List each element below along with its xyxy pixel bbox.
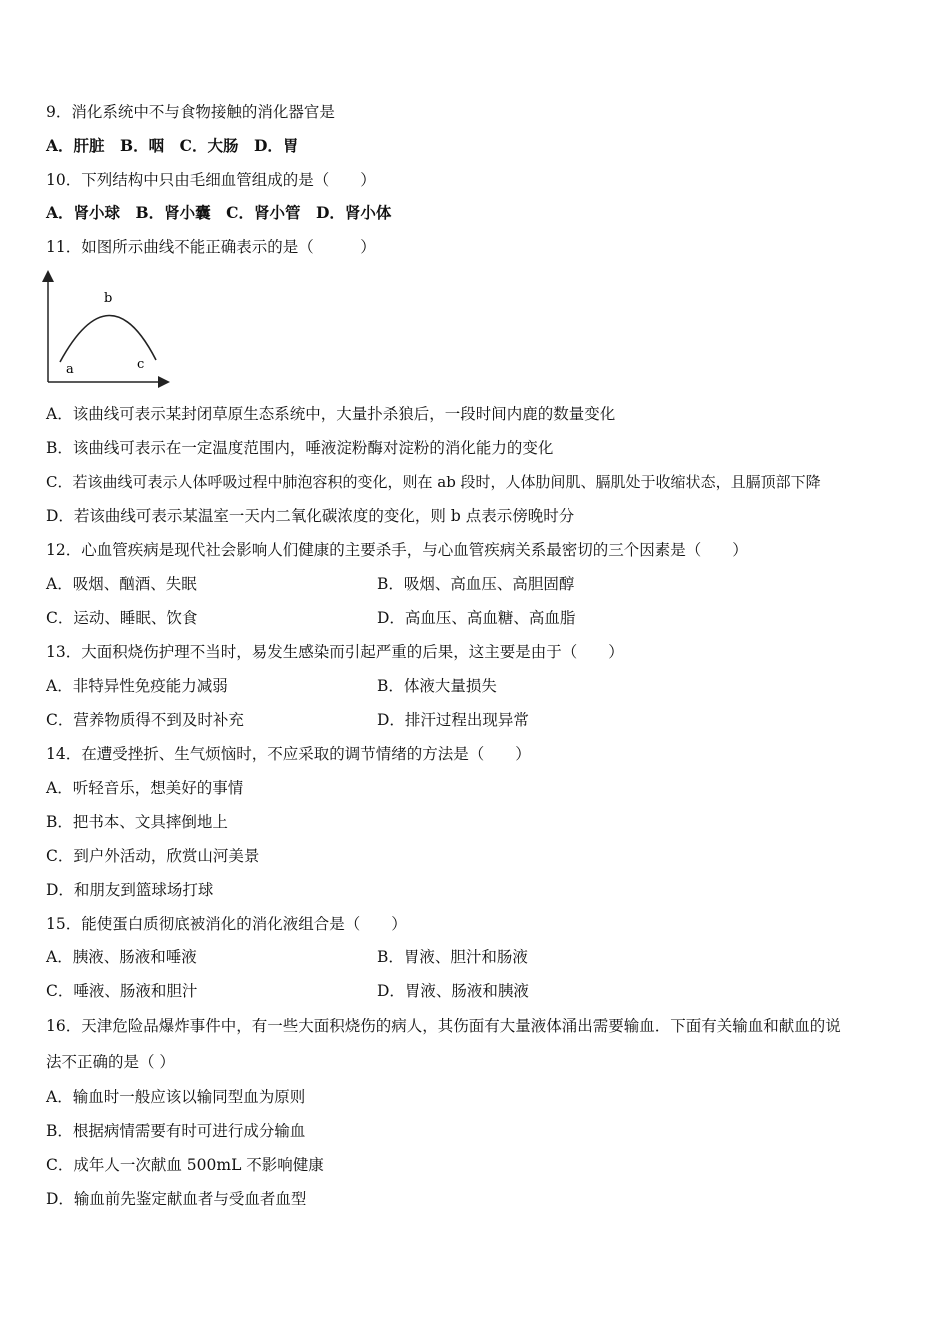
q13-option-a: A．非特异性免疫能力减弱 <box>46 677 228 695</box>
q16-option-a: A．输血时一般应该以输同型血为原则 <box>46 1088 306 1106</box>
q12-stem: 12．心血管疾病是现代社会影响人们健康的主要杀手，与心血管疾病关系最密切的三个因素是（ ） <box>46 541 748 559</box>
q15-option-a: A．胰液、肠液和唾液 <box>46 948 197 966</box>
q10-stem: 10．下列结构中只由毛细血管组成的是（ ） <box>46 171 376 189</box>
q16-stem-line2: 法不正确的是（ ） <box>46 1053 175 1071</box>
q11-stem: 11．如图所示曲线不能正确表示的是（ ） <box>46 238 376 256</box>
q11-option-a: A．该曲线可表示某封闭草原生态系统中，大量扑杀狼后，一段时间内鹿的数量变化 <box>46 405 616 423</box>
q16-option-d: D．输血前先鉴定献血者与受血者血型 <box>46 1190 307 1208</box>
q12-option-c: C．运动、睡眠、饮食 <box>46 609 198 627</box>
q14-option-c: C．到户外活动，欣赏山河美景 <box>46 847 260 865</box>
q15-option-d: D．胃液、肠液和胰液 <box>377 982 529 1000</box>
q16-stem-line1: 16．天津危险品爆炸事件中，有一些大面积烧伤的病人，其伤面有大量液体涌出需要输血．下面有关输血和献血的说 <box>46 1017 841 1035</box>
q16-option-b: B．根据病情需要有时可进行成分输血 <box>46 1122 306 1140</box>
q9-options: A．肝脏 B．咽 C．大肠 D．胃 <box>46 136 299 155</box>
q13-stem: 13．大面积烧伤护理不当时，易发生感染而引起严重的后果，这主要是由于（ ） <box>46 643 624 661</box>
q14-option-b: B．把书本、文具摔倒地上 <box>46 813 228 831</box>
q14-option-a: A．听轻音乐，想美好的事情 <box>46 779 244 797</box>
q15-stem: 15．能使蛋白质彻底被消化的消化液组合是（ ） <box>46 915 407 933</box>
q13-option-d: D．排汗过程出现异常 <box>377 711 529 729</box>
q9-stem: 9．消化系统中不与食物接触的消化器官是 <box>46 103 335 121</box>
curve <box>60 315 156 362</box>
q11-curve-figure <box>40 270 170 392</box>
label-c: c <box>137 357 145 372</box>
q10-options: A．肾小球 B．肾小囊 C．肾小管 D．肾小体 <box>46 203 392 222</box>
q14-stem: 14．在遭受挫折、生气烦恼时，不应采取的调节情绪的方法是（ ） <box>46 745 531 763</box>
label-b: b <box>104 291 113 306</box>
q16-option-c: C．成年人一次献血 500mL 不影响健康 <box>46 1156 324 1174</box>
q11-option-b: B．该曲线可表示在一定温度范围内，唾液淀粉酶对淀粉的消化能力的变化 <box>46 439 554 457</box>
q11-option-d: D．若该曲线可表示某温室一天内二氧化碳浓度的变化，则 b 点表示傍晚时分 <box>46 507 575 525</box>
q12-option-d: D．高血压、高血糖、高血脂 <box>377 609 576 627</box>
q12-option-a: A．吸烟、酗酒、失眠 <box>46 575 197 593</box>
q11-option-c: C．若该曲线可表示人体呼吸过程中肺泡容积的变化，则在 ab 段时，人体肋间肌、膈肌处于收缩状态，且膈顶部下降 <box>46 473 821 491</box>
q15-option-b: B．胃液、胆汁和肠液 <box>377 948 528 966</box>
q13-option-b: B．体液大量损失 <box>377 677 497 695</box>
q13-option-c: C．营养物质得不到及时补充 <box>46 711 244 729</box>
q12-option-b: B．吸烟、高血压、高胆固醇 <box>377 575 575 593</box>
q15-option-c: C．唾液、肠液和胆汁 <box>46 982 198 1000</box>
label-a: a <box>66 362 74 377</box>
q14-option-d: D．和朋友到篮球场打球 <box>46 881 214 899</box>
